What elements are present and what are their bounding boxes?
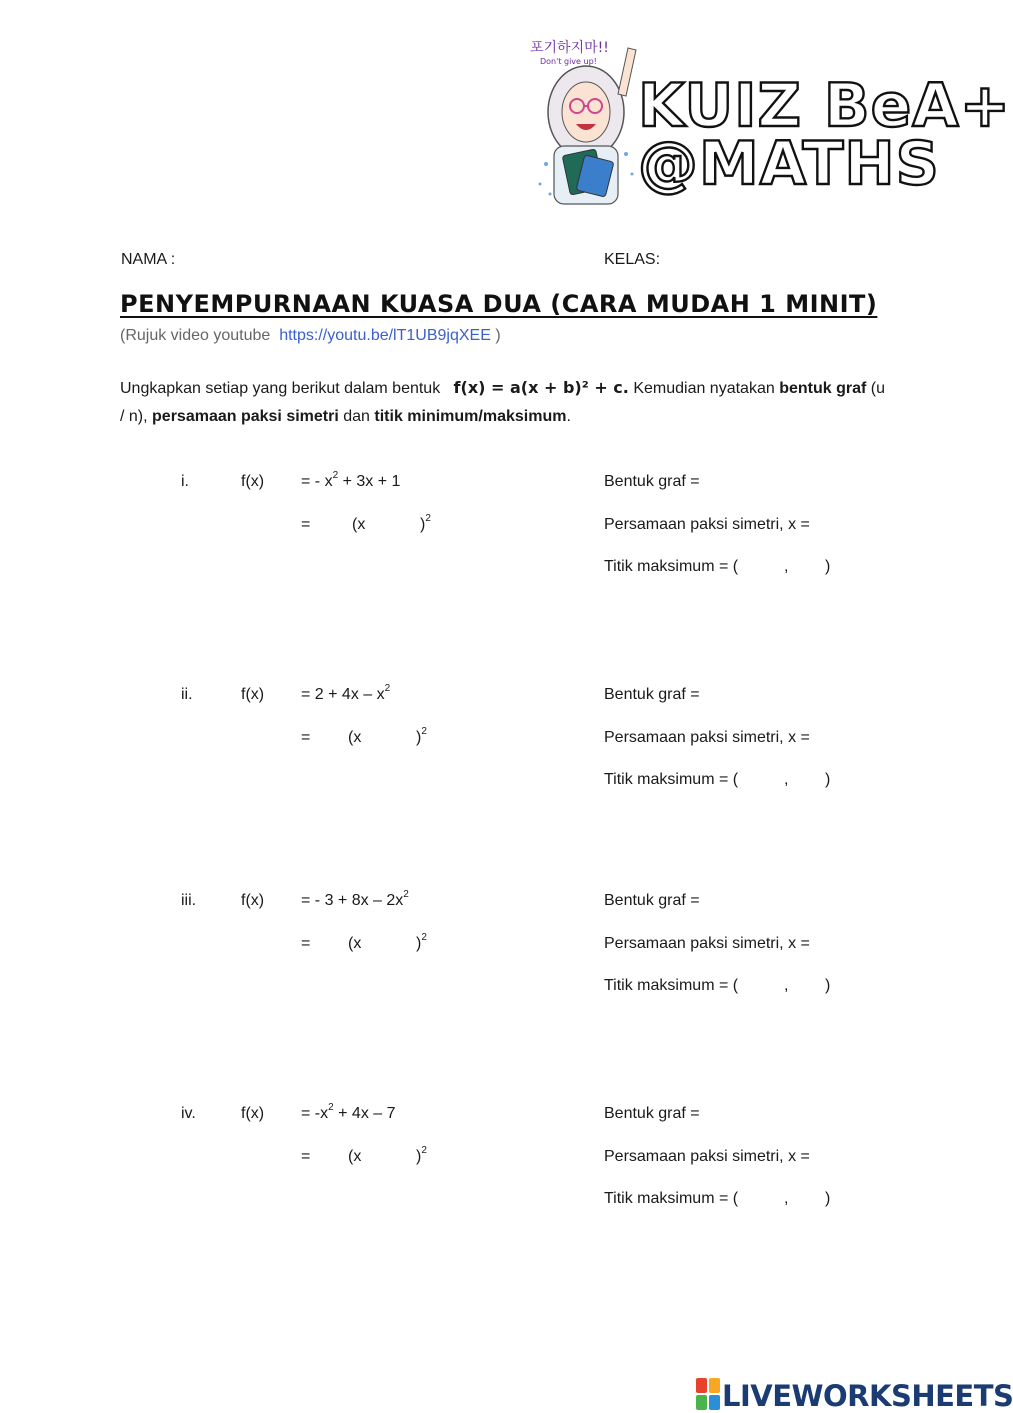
symmetry-axis-label: Persamaan paksi simetri, x = (604, 516, 810, 533)
instruction-bold3: titik minimum/maksimum (374, 408, 567, 425)
paren-close: )$^2$ (416, 725, 427, 746)
paren-open: (x (348, 1148, 362, 1165)
function-label: f(x) (241, 686, 265, 703)
class-label: KELAS: (604, 251, 661, 268)
function-expression: = - $x^2 + 3x + 1$ (301, 469, 401, 490)
paren-open: (x (352, 516, 366, 533)
symmetry-axis-label: Persamaan paksi simetri, x = (604, 1148, 810, 1165)
function-expression: = $-x^2 + 4x - 7$ (301, 1101, 396, 1122)
logo-korean-text: 포기하지마!! (530, 40, 609, 56)
paren-open: (x (348, 729, 362, 746)
graph-shape-label: Bentuk graf = (604, 1105, 700, 1122)
instruction-part5: . (566, 408, 571, 425)
symmetry-axis-label: Persamaan paksi simetri, x = (604, 729, 810, 746)
paren-close: )$^2$ (416, 931, 427, 952)
function-label: f(x) (241, 1105, 265, 1122)
question-number: i. (181, 473, 189, 490)
max-point-label: Titik maksimum = ( , ) (604, 558, 831, 575)
liveworksheets-icon (696, 1378, 720, 1410)
quiz-logo (526, 34, 1012, 210)
max-point-label: Titik maksimum = ( , ) (604, 977, 831, 994)
target-formula: f(x) = a(x + b)² + c. (453, 378, 629, 397)
instruction-part4: dan (343, 408, 370, 425)
question-3 (0, 888, 1000, 1021)
logo-title-line1: KUIZ BeA+ (638, 71, 1012, 141)
completed-square-equals: = (301, 935, 311, 952)
instruction-part3: (u / n), (120, 380, 886, 425)
instruction-part2: Kemudian nyatakan (633, 380, 775, 397)
question-2 (0, 682, 1000, 815)
instruction-part1: Ungkapkan setiap yang berikut dalam bentuk (120, 380, 441, 397)
completed-square-equals: = (301, 1148, 311, 1165)
instruction-bold1: bentuk graf (779, 380, 867, 397)
max-point-label: Titik maksimum = ( , ) (604, 771, 831, 788)
function-expression: = - $3 + 8x - 2x^2$ (301, 888, 409, 909)
reference-prefix: (Rujuk video youtube (120, 327, 271, 344)
youtube-link[interactable]: https://youtu.be/lT1UB9jqXEE (279, 327, 491, 344)
logo-small-text: Don't give up! (540, 57, 597, 66)
worksheet-title: PENYEMPURNAAN KUASA DUA (CARA MUDAH 1 MINIT) (120, 290, 878, 318)
max-point-label: Titik maksimum = ( , ) (604, 1190, 831, 1207)
question-1 (0, 469, 1000, 602)
graph-shape-label: Bentuk graf = (604, 473, 700, 490)
paren-close: )$^2$ (420, 512, 431, 533)
completed-square-equals: = (301, 516, 311, 533)
liveworksheets-brand[interactable]: LIVEWORKSHEETS (722, 1379, 1013, 1413)
symmetry-axis-label: Persamaan paksi simetri, x = (604, 935, 810, 952)
question-number: iii. (181, 892, 197, 909)
girl-illustration (539, 48, 637, 204)
graph-shape-label: Bentuk graf = (604, 686, 700, 703)
completed-square-equals: = (301, 729, 311, 746)
function-label: f(x) (241, 473, 265, 490)
name-label: NAMA : (121, 251, 176, 268)
instruction (120, 374, 890, 431)
question-4 (0, 1101, 1000, 1234)
function-expression: = $2 + 4x - x^2$ (301, 682, 391, 703)
question-number: ii. (181, 686, 193, 703)
instruction-bold2: persamaan paksi simetri (152, 408, 339, 425)
paren-open: (x (348, 935, 362, 952)
video-reference (120, 327, 501, 345)
reference-suffix: ) (495, 327, 501, 344)
function-label: f(x) (241, 892, 265, 909)
question-number: iv. (181, 1105, 196, 1122)
graph-shape-label: Bentuk graf = (604, 892, 700, 909)
paren-close: )$^2$ (416, 1144, 427, 1165)
logo-title-line2: @MATHS (638, 129, 940, 199)
